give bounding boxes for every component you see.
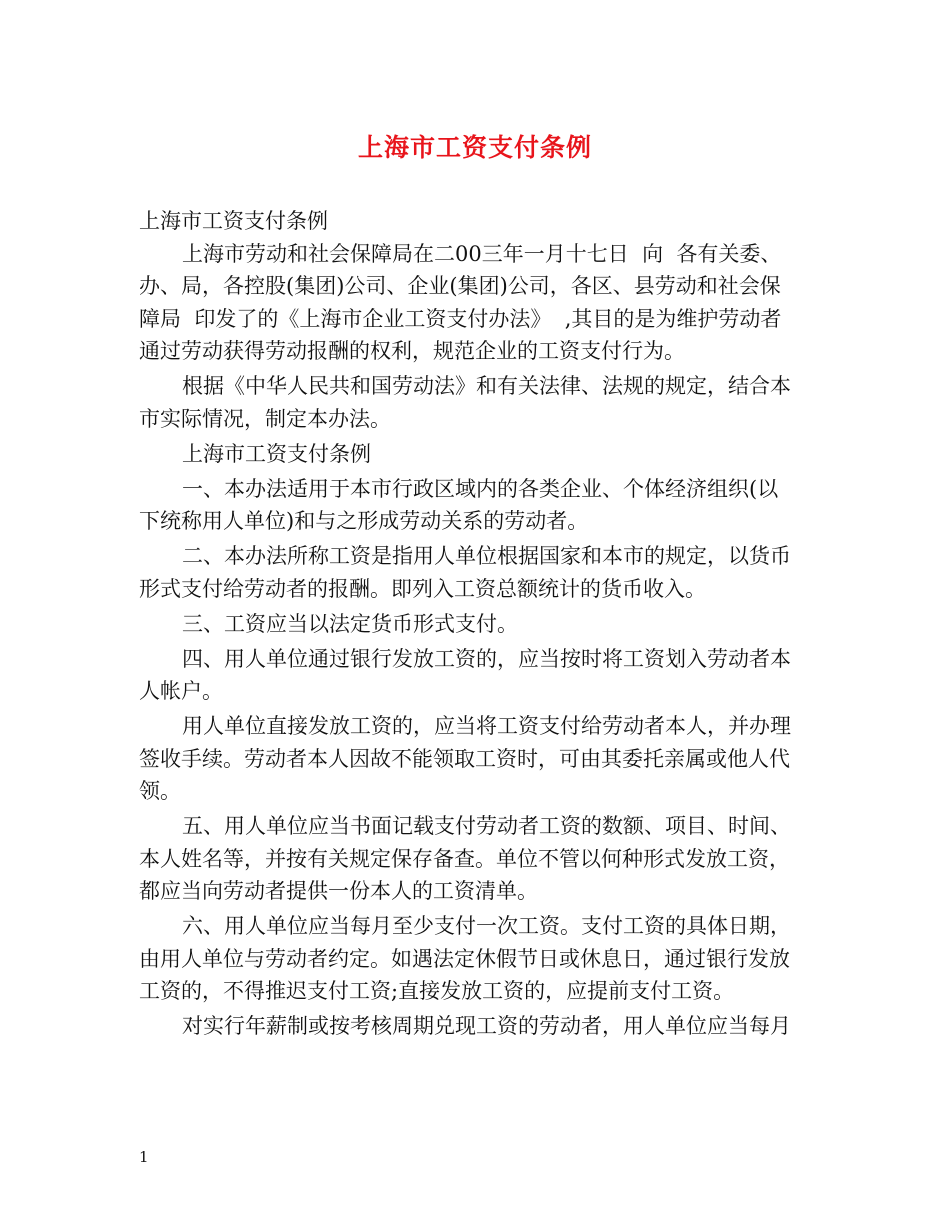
article-line: 用人单位直接发放工资的，应当将工资支付给劳动者本人，并办理	[182, 714, 791, 738]
article-line: 签收手续。劳动者本人因故不能领取工资时，可由其委托亲属或他人代	[139, 746, 790, 771]
paragraph-line: 通过劳动获得劳动报酬的权利，规范企业的工资支付行为。	[139, 339, 685, 363]
page-number: 1	[139, 1148, 149, 1166]
article-line: 一、本办法适用于本市行政区域内的各类企业、个体经济组织(以	[182, 476, 779, 501]
article-line: 都应当向劳动者提供一份本人的工资清单。	[139, 879, 538, 903]
article-line: 对实行年薪制或按考核周期兑现工资的劳动者，用人单位应当每月	[182, 1014, 791, 1038]
document-body	[139, 205, 813, 1043]
article-line: 二、本办法所称工资是指用人单位根据国家和本市的规定，以货币	[182, 544, 791, 568]
article-line: 人帐户。	[139, 679, 223, 703]
paragraph-line: 障局 印发了的《上海市企业工资支付办法》 ,其目的是为维护劳动者	[139, 306, 782, 331]
section-heading: 上海市工资支付条例	[182, 441, 371, 466]
article-line: 下统称用人单位)和与之形成劳动关系的劳动者。	[139, 509, 589, 533]
article-line: 形式支付给劳动者的报酬。即列入工资总额统计的货币收入。	[139, 576, 706, 601]
article-line: 五、用人单位应当书面记载支付劳动者工资的数额、项目、时间、	[182, 814, 791, 838]
article-line: 本人姓名等，并按有关规定保存备查。单位不管以何种形式发放工资，	[139, 846, 790, 871]
article-line: 由用人单位与劳动者约定。如遇法定休假节日或休息日，通过银行发放	[139, 946, 790, 971]
article-line: 三、工资应当以法定货币形式支付。	[182, 611, 518, 636]
paragraph-line: 市实际情况，制定本办法。	[139, 406, 391, 431]
paragraph-line: 根据《中华人民共和国劳动法》和有关法律、法规的规定，结合本	[182, 374, 791, 398]
paragraph-line: 办、局，各控股(集团)公司、企业(集团)公司，各区、县劳动和社会保	[139, 274, 781, 298]
paragraph-line: 上海市劳动和社会保障局在二00三年一月十七日 向 各有关委、	[182, 241, 782, 266]
article-line: 四、用人单位通过银行发放工资的，应当按时将工资划入劳动者本	[182, 646, 791, 671]
document-title: 上海市工资支付条例	[357, 133, 592, 162]
subheading: 上海市工资支付条例	[139, 209, 328, 233]
article-line: 领。	[139, 779, 181, 803]
article-line: 六、用人单位应当每月至少支付一次工资。支付工资的具体日期，	[182, 914, 791, 938]
article-line: 工资的，不得推迟支付工资;直接发放工资的，应提前支付工资。	[139, 979, 735, 1003]
